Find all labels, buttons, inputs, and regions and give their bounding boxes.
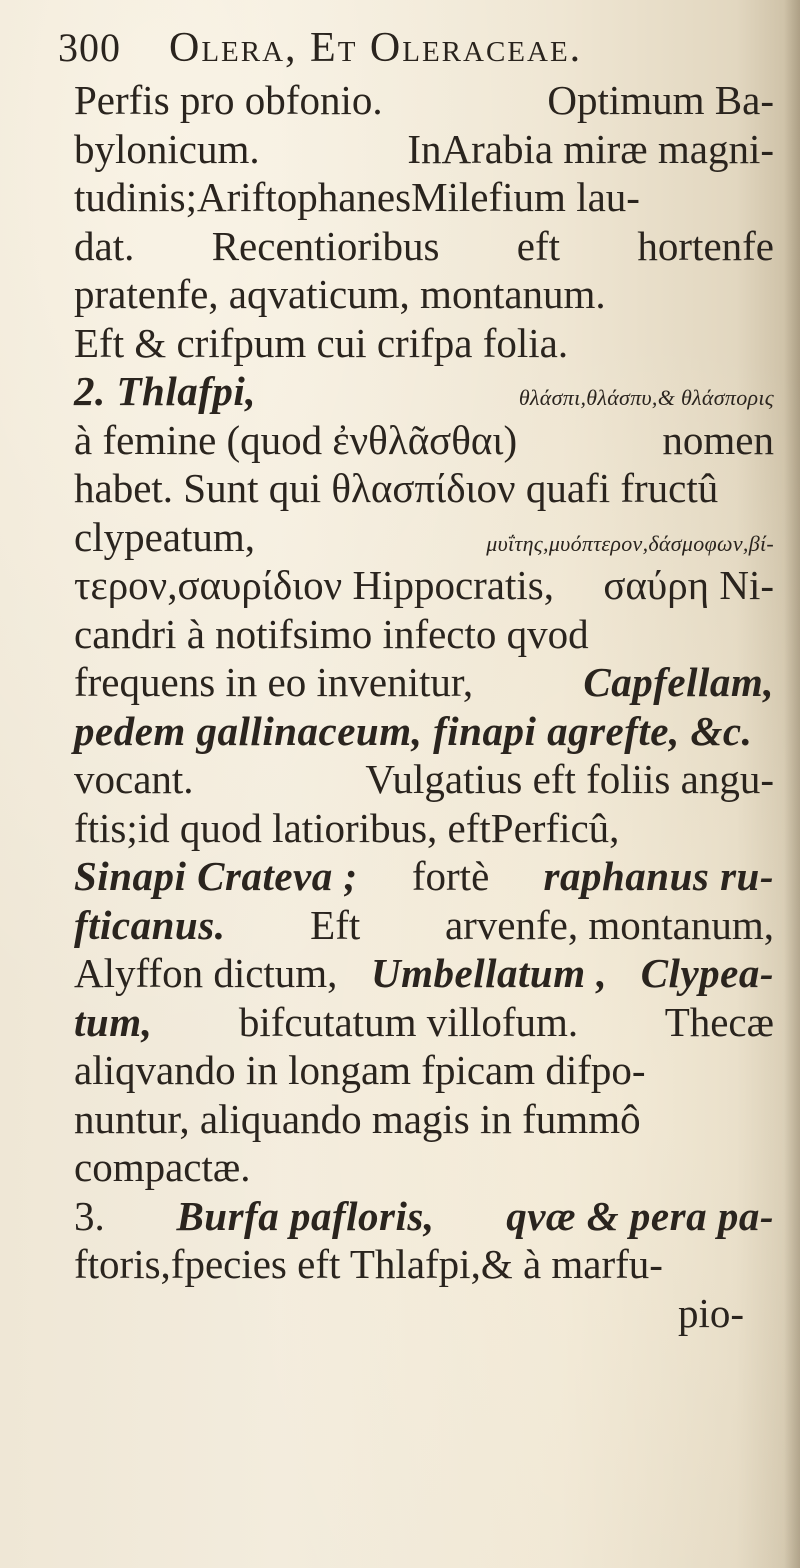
text-segment-italic: 2. Thlafpi, [74,368,257,414]
text-segment: candri à notifsimo infecto qvod [74,610,589,657]
catchword-line [74,1289,774,1338]
text-segment: compactæ. [74,1144,251,1190]
text-segment: ftis;id quod latioribus, eftPerficû, [74,804,620,851]
text-line [74,852,774,901]
text-segment: hortenfe [637,222,774,269]
greek-text: μυΐτης,μυόπτερον,δάσμοφων,βί- [486,530,774,556]
text-segment-italic: Clypea- [640,950,774,996]
text-segment: fortè [411,853,490,899]
text-segment: Vulgatius eft foliis angu- [365,756,774,802]
text-segment: Recentioribus [211,222,440,269]
text-segment: nomen [662,416,774,463]
text-line [74,416,774,465]
text-segment-italic: Burfa pafloris, [176,1192,435,1239]
text-line [74,610,774,659]
text-line [74,804,774,853]
page-number: 300 [58,25,121,70]
text-line [74,658,774,707]
text-segment-italic: Sinapi Crateva ; [74,853,358,899]
text-segment: bifcutatum villofum. [238,998,579,1045]
text-line [74,1046,774,1095]
text-line [74,1143,774,1192]
text-segment: frequens in eo invenitur, [74,659,474,705]
text-line [74,319,774,368]
text-segment: Eft & crifpum cui crifpa folia. [74,319,569,366]
text-segment: bylonicum. [74,125,260,172]
text-segment: Optimum Ba- [547,77,774,123]
page-header [58,20,778,76]
text-segment-italic: Umbellatum , [371,950,608,996]
text-segment: σαύρη Ni- [603,562,774,608]
text-line [74,1095,774,1144]
text-segment-italic: raphanus ru- [543,853,774,899]
text-segment: aliqvando in longam fpicam difpo- [74,1047,646,1093]
page-gutter-shadow [784,0,800,1568]
text-segment: Alyffon dictum, [74,950,338,996]
text-segment: 3. [74,1192,105,1239]
text-line [74,901,774,950]
running-title: Olera, Et Oleraceae. [169,25,583,71]
text-segment: arvenfe, montanum, [444,901,774,948]
text-line [74,949,774,998]
text-line [74,464,774,513]
greek-text: θλάσπι,θλάσπυ,& θλάσπορις [518,385,774,410]
text-segment-italic: pedem gallinaceum, finapi agrefte, &c. [74,707,753,754]
text-segment-italic: Capfellam, [583,659,774,705]
text-line [74,125,774,174]
text-segment: clypeatum, [74,513,256,560]
text-line [74,222,774,271]
body-text [74,76,774,1337]
text-segment-italic: fticanus. [74,901,226,948]
text-segment-italic: tum, [74,998,153,1045]
text-line [74,998,774,1047]
text-segment: ftoris,fpecies eft Thlafpi,& à marfu- [74,1241,663,1287]
text-line [74,755,774,804]
text-segment: tudinis;AriftophanesMilefium lau- [74,174,640,220]
text-line [74,173,774,222]
text-segment: à femine (quod ἐνθλᾶσθαι) [74,416,518,463]
text-segment: habet. Sunt qui θλασπίδιον quafi fructû [74,465,719,511]
text-segment: nuntur, aliquando magis in fummô [74,1095,641,1142]
text-line [74,367,774,416]
text-line [74,1240,774,1289]
text-segment: Thecæ [664,998,774,1045]
text-segment: pratenfe, aqvaticum, montanum. [74,271,606,317]
text-segment-italic: qvæ & pera pa- [506,1192,774,1239]
text-line [74,1192,774,1241]
text-line [74,76,774,125]
text-segment: dat. [74,222,135,269]
text-line [74,561,774,610]
text-line [74,513,774,562]
text-segment: Eft [310,901,361,948]
text-segment: eft [516,222,561,269]
text-line [74,707,774,756]
catchword: pio- [677,1289,744,1336]
text-segment: Perfis pro obfonio. [74,77,383,123]
text-segment: vocant. [74,756,194,802]
text-segment: τερον,σαυρίδιον Hippocratis, [74,562,554,608]
text-line [74,270,774,319]
text-segment: InArabia miræ magni- [407,125,774,172]
